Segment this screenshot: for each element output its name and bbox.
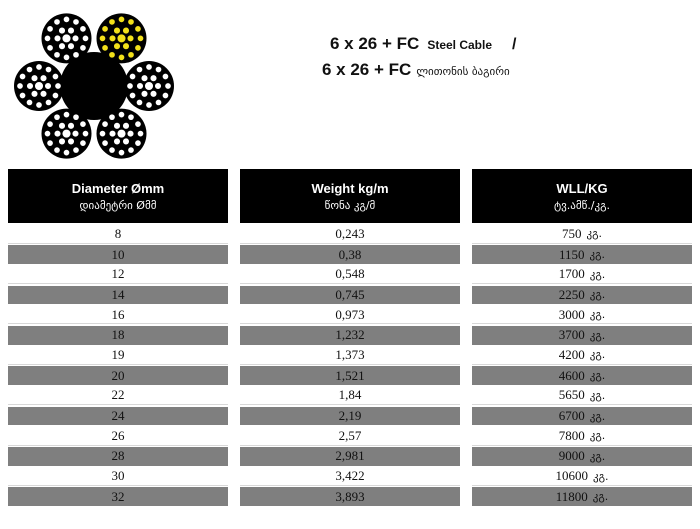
cell-wll	[472, 225, 692, 244]
wll-unit: კგ.	[589, 308, 606, 322]
header-diameter	[8, 169, 228, 223]
header-diameter-en: Diameter Ømm	[71, 180, 165, 196]
wll-unit: კგ.	[586, 227, 602, 241]
wll-value: 3000	[558, 306, 585, 322]
wll-value: 9000	[558, 448, 585, 464]
table-row	[8, 245, 692, 264]
cell-weight: 2,19	[240, 407, 460, 426]
wll-unit: კგ.	[589, 429, 606, 443]
wll-value: 10600	[555, 468, 588, 484]
cell-weight: 0,38	[240, 245, 460, 264]
table-row	[8, 326, 692, 345]
cell-diameter: 28	[8, 447, 228, 466]
specs-table	[8, 169, 692, 508]
wll-value: 11800	[555, 488, 588, 504]
table-row	[8, 306, 692, 325]
cell-wll	[472, 427, 692, 446]
title-georgian-name: ლითონის ბაგირი	[416, 65, 510, 78]
cell-wll	[472, 407, 692, 426]
cell-wll	[472, 326, 692, 345]
cell-wll	[472, 366, 692, 385]
cell-weight: 0,973	[240, 306, 460, 325]
cell-diameter: 20	[8, 366, 228, 385]
wll-unit: კგ.	[592, 490, 609, 504]
cell-weight: 0,243	[240, 225, 460, 244]
cell-wll	[472, 245, 692, 264]
wll-unit: კგ.	[589, 288, 606, 302]
wll-unit: კგ.	[589, 369, 606, 383]
wll-value: 6700	[558, 408, 585, 424]
cell-diameter: 16	[8, 306, 228, 325]
header-weight-ka: წონა კგ/მ	[324, 198, 376, 212]
table-row	[8, 467, 692, 486]
cell-diameter: 14	[8, 286, 228, 305]
header-wll-ka: ტვ.ამწ./კგ.	[553, 198, 611, 212]
header-wll-en: WLL/KG	[556, 180, 608, 196]
cell-diameter: 26	[8, 427, 228, 446]
wll-value: 5650	[558, 387, 585, 403]
cell-weight: 0,548	[240, 265, 460, 284]
wll-unit: კგ.	[592, 469, 609, 483]
cell-diameter: 32	[8, 487, 228, 506]
header-weight	[240, 169, 460, 223]
wll-unit: კგ.	[589, 409, 606, 423]
header-weight-en: Weight kg/m	[311, 180, 389, 196]
cell-diameter: 18	[8, 326, 228, 345]
cell-diameter: 10	[8, 245, 228, 264]
cell-diameter: 8	[8, 225, 228, 244]
cell-diameter: 24	[8, 407, 228, 426]
wll-value: 750	[561, 225, 582, 241]
cell-wll	[472, 467, 692, 486]
wll-value: 4600	[558, 367, 585, 383]
cell-weight: 2,981	[240, 447, 460, 466]
wll-unit: კგ.	[589, 348, 606, 362]
table-row	[8, 346, 692, 365]
cell-diameter: 12	[8, 265, 228, 284]
cell-weight: 3,893	[240, 487, 460, 506]
table-row	[8, 366, 692, 385]
header-wll	[472, 169, 692, 223]
cell-weight: 1,373	[240, 346, 460, 365]
wll-value: 4200	[558, 346, 585, 362]
cell-weight: 2,57	[240, 427, 460, 446]
cell-diameter: 30	[8, 467, 228, 486]
title-english-name: Steel Cable	[427, 38, 493, 52]
table-row	[8, 487, 692, 506]
title-rope-spec: 6 x 26 + FC	[330, 34, 420, 53]
table-row	[8, 286, 692, 305]
wire-rope-cross-section-icon	[6, 4, 186, 164]
table-row	[8, 387, 692, 406]
title-rope-spec-2: 6 x 26 + FC	[322, 60, 412, 79]
title-line-georgian	[322, 60, 630, 86]
wll-value: 1700	[558, 266, 585, 282]
wll-value: 3700	[558, 327, 585, 343]
wll-unit: კგ.	[589, 267, 606, 281]
cell-weight: 1,521	[240, 366, 460, 385]
table-row	[8, 407, 692, 426]
cell-wll	[472, 487, 692, 506]
cell-wll	[472, 286, 692, 305]
wll-value: 1150	[558, 246, 585, 262]
header-diameter-ka: დიამეტრი Øმმ	[79, 198, 157, 212]
cell-wll	[472, 447, 692, 466]
wll-unit: კგ.	[589, 328, 606, 342]
cell-wll	[472, 387, 692, 406]
wll-unit: კგ.	[589, 449, 606, 463]
cell-weight: 0,745	[240, 286, 460, 305]
wll-unit: კგ.	[589, 388, 606, 402]
table-body	[8, 225, 692, 506]
wll-unit: კგ.	[589, 248, 606, 262]
table-row	[8, 427, 692, 446]
title-line-english	[330, 34, 630, 60]
wll-value: 2250	[558, 286, 585, 302]
cell-weight: 1,84	[240, 387, 460, 406]
cell-wll	[472, 346, 692, 365]
table-header	[8, 169, 692, 223]
cell-wll	[472, 306, 692, 325]
cell-weight: 1,232	[240, 326, 460, 345]
table-row	[8, 225, 692, 244]
page-title	[322, 34, 630, 86]
cell-diameter: 19	[8, 346, 228, 365]
cell-wll	[472, 265, 692, 284]
title-separator: /	[512, 36, 517, 53]
table-row	[8, 265, 692, 284]
cell-diameter: 22	[8, 387, 228, 406]
table-row	[8, 447, 692, 466]
cell-weight: 3,422	[240, 467, 460, 486]
wll-value: 7800	[558, 427, 585, 443]
